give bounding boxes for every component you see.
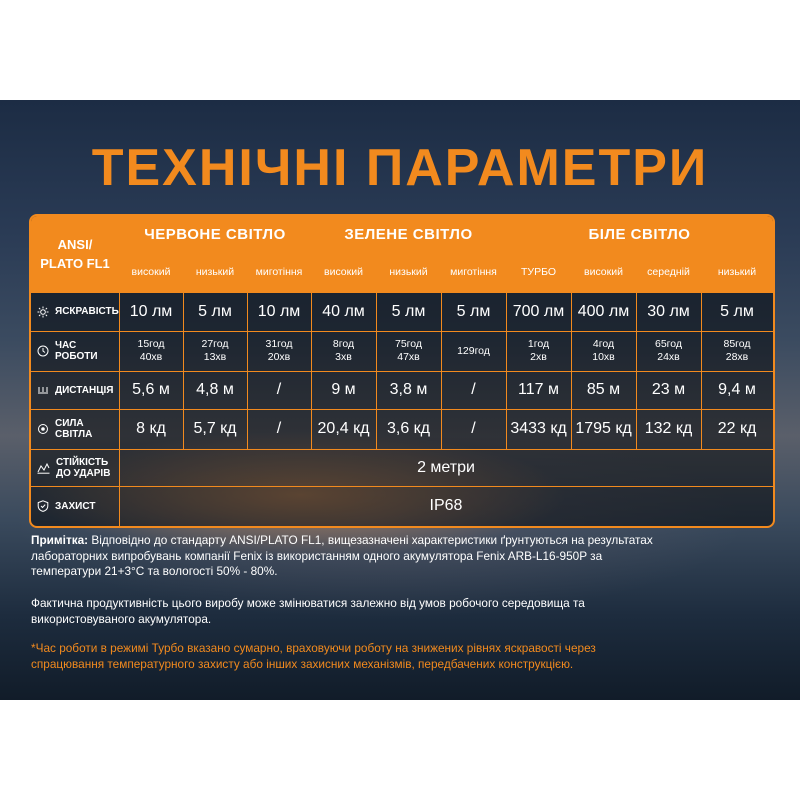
brightness-value: 700 лм [512,302,565,320]
brightness-value: 10 лм [257,302,301,320]
mode-header: високий [131,266,171,278]
row-label-text-line-2: СВІТЛА [55,429,93,440]
group-white-light: БІЛЕ СВІТЛО [588,225,691,243]
note-text-line-2: лабораторних випробувань компанії Fenix із використанням одного акумулятора Fenix ARB-L16-950P за [31,548,603,563]
turbo-footnote [31,641,776,672]
standard-label-line-1: ANSI/ [57,237,93,252]
note-text-line-1: Відповідно до стандарту ANSI/PLATO FL1, вищезазначені характеристики ґрунтуються на результатах [88,533,653,547]
grid-line [311,216,312,449]
brightness-value: 5 лм [391,302,426,320]
runtime-value [119,331,183,371]
distance-value: 9 м [331,381,356,398]
brightness-value: 5 лм [198,302,232,320]
row-label-text-line-2: РОБОТИ [55,351,98,362]
intensity-value: 1795 кд [575,420,632,437]
row-label-text-line-1: СИЛА [55,418,84,429]
intensity-value: 3,6 кд [386,420,431,437]
runtime-value [183,331,247,371]
distance-value: 23 м [651,381,686,398]
runtime-value-minutes: 47хв [397,351,420,363]
row-label-text: ЯСКРАВІСТЬ [55,306,119,317]
distance-value: / [276,381,282,398]
brightness-value: 40 лм [322,302,365,320]
distance-value: 9,4 м [718,381,756,398]
mode-header: ТУРБО [520,266,557,278]
runtime-value-minutes: 20хв [267,351,291,363]
mode-header: низький [389,266,428,278]
runtime-value [636,331,701,371]
grid-line [571,252,572,449]
runtime-value-hours: 15год [137,338,165,350]
group-green-light: ЗЕЛЕНЕ СВІТЛО [344,225,473,243]
brightness-value: 5 лм [720,302,754,320]
sun-icon [37,306,55,318]
distance-value: / [471,381,476,398]
runtime-value [441,331,506,371]
brightness-value: 10 лм [129,302,173,320]
runtime-value-hours: 85год [723,338,751,350]
brightness-value: 30 лм [647,302,690,320]
clock-icon [37,345,55,357]
brightness-value: 5 лм [456,302,491,320]
mode-header: високий [584,266,623,278]
intensity-value: 3433 кд [510,420,567,437]
grid-line [31,486,773,487]
grid-line [441,252,442,449]
grid-line [636,252,637,449]
intensity-value: 8 кд [136,420,166,437]
row-label-text-line-2: ДО УДАРІВ [56,467,111,479]
runtime-value [247,331,311,371]
distance-value: 117 м [518,381,559,398]
brightness-value: 400 лм [577,302,630,320]
row-label-text-line-1: СТІЙКІСТЬ [56,456,109,468]
grid-line [183,252,184,449]
group-red-light: ЧЕРВОНЕ СВІТЛО [144,225,286,243]
intensity-value: 5,7 кд [193,420,237,437]
runtime-value [376,331,441,371]
mode-header: високий [324,266,363,278]
row-label-text-line-1: ЧАС [55,340,77,351]
shield-icon [37,500,55,512]
grid-line [31,371,773,372]
grid-line [31,409,773,410]
mode-header: середній [647,266,690,278]
distance-icon [37,384,55,396]
row-label-brightness [31,292,119,331]
intensity-icon [37,423,55,435]
row-label-runtime [31,331,119,371]
standard-label [31,216,119,292]
row-label-intensity [31,409,119,449]
impact-icon [37,462,56,474]
distance-value: 4,8 м [196,381,234,398]
mode-header: низький [717,266,757,278]
runtime-value-minutes: 3хв [335,351,352,363]
note-text-line-3: температури 21+3°C та вологості 50% - 80%. [31,564,278,578]
runtime-value-minutes: 24хв [657,351,680,363]
runtime-value-hours: 129год [457,344,490,357]
grid-line [31,292,773,293]
turbo-text-line-1: *Час роботи в режимі Турбо вказано сумарно, враховуючи роботу на знижених рівнях яскравості через [31,641,596,655]
protection-value: IP68 [429,497,463,514]
note-paragraph [31,533,776,580]
standard-label-line-2: PLATO FL1 [40,256,110,271]
grid-line [31,449,773,450]
runtime-value [701,331,773,371]
row-label-text: ЗАХИСТ [55,500,96,512]
spec-table [29,214,775,528]
row-label-text: ДИСТАНЦІЯ [55,384,114,396]
runtime-value [311,331,376,371]
turbo-text-line-2: спрацювання температурного захисту або інших захисних механізмів, передбачених конструкцією. [31,656,574,671]
intensity-value: 20,4 кд [317,420,370,437]
runtime-value-hours: 75год [394,338,422,350]
row-label-distance [31,371,119,409]
actual-text-line-2: використовуваного акумулятора. [31,611,212,626]
runtime-value-minutes: 13хв [203,351,227,363]
runtime-value-minutes: 10хв [592,351,615,363]
row-label-protection [31,486,119,526]
grid-line [119,252,773,253]
distance-value: 85 м [586,381,621,398]
mode-header: миготіння [450,266,497,278]
runtime-value-minutes: 40хв [139,351,163,363]
runtime-value-hours: 65год [654,338,682,350]
intensity-value: / [276,420,282,437]
intensity-value: / [471,420,476,437]
mode-header: миготіння [255,266,303,278]
grid-line [701,252,702,449]
runtime-value-hours: 4год [592,338,615,350]
distance-value: 5,6 м [132,381,170,398]
intensity-value: 22 кд [717,420,757,437]
impact-value: 2 метри [417,458,475,476]
runtime-value-minutes: 28хв [725,351,749,363]
note-label: Примітка: [31,533,89,547]
grid-line [376,252,377,449]
spec-panel [0,100,800,700]
runtime-value-hours: 27год [201,338,229,350]
grid-line [31,331,773,332]
actual-performance-paragraph [31,596,776,627]
runtime-value-hours: 31год [265,338,293,350]
grid-line [247,252,248,449]
actual-text-line-1: Фактична продуктивність цього виробу може змінюватися залежно від умов робочого середовища та [31,596,585,610]
runtime-value [571,331,636,371]
runtime-value [506,331,571,371]
intensity-value: 132 кд [644,420,693,437]
mode-header: низький [195,266,235,278]
page-title: ТЕХНІЧНІ ПАРАМЕТРИ [91,139,709,197]
runtime-value-hours: 8год [332,338,355,350]
grid-line [506,216,507,449]
distance-value: 3,8 м [389,381,428,398]
runtime-value-minutes: 2хв [530,351,547,363]
row-label-impact [31,449,119,486]
runtime-value-hours: 1год [527,338,550,350]
